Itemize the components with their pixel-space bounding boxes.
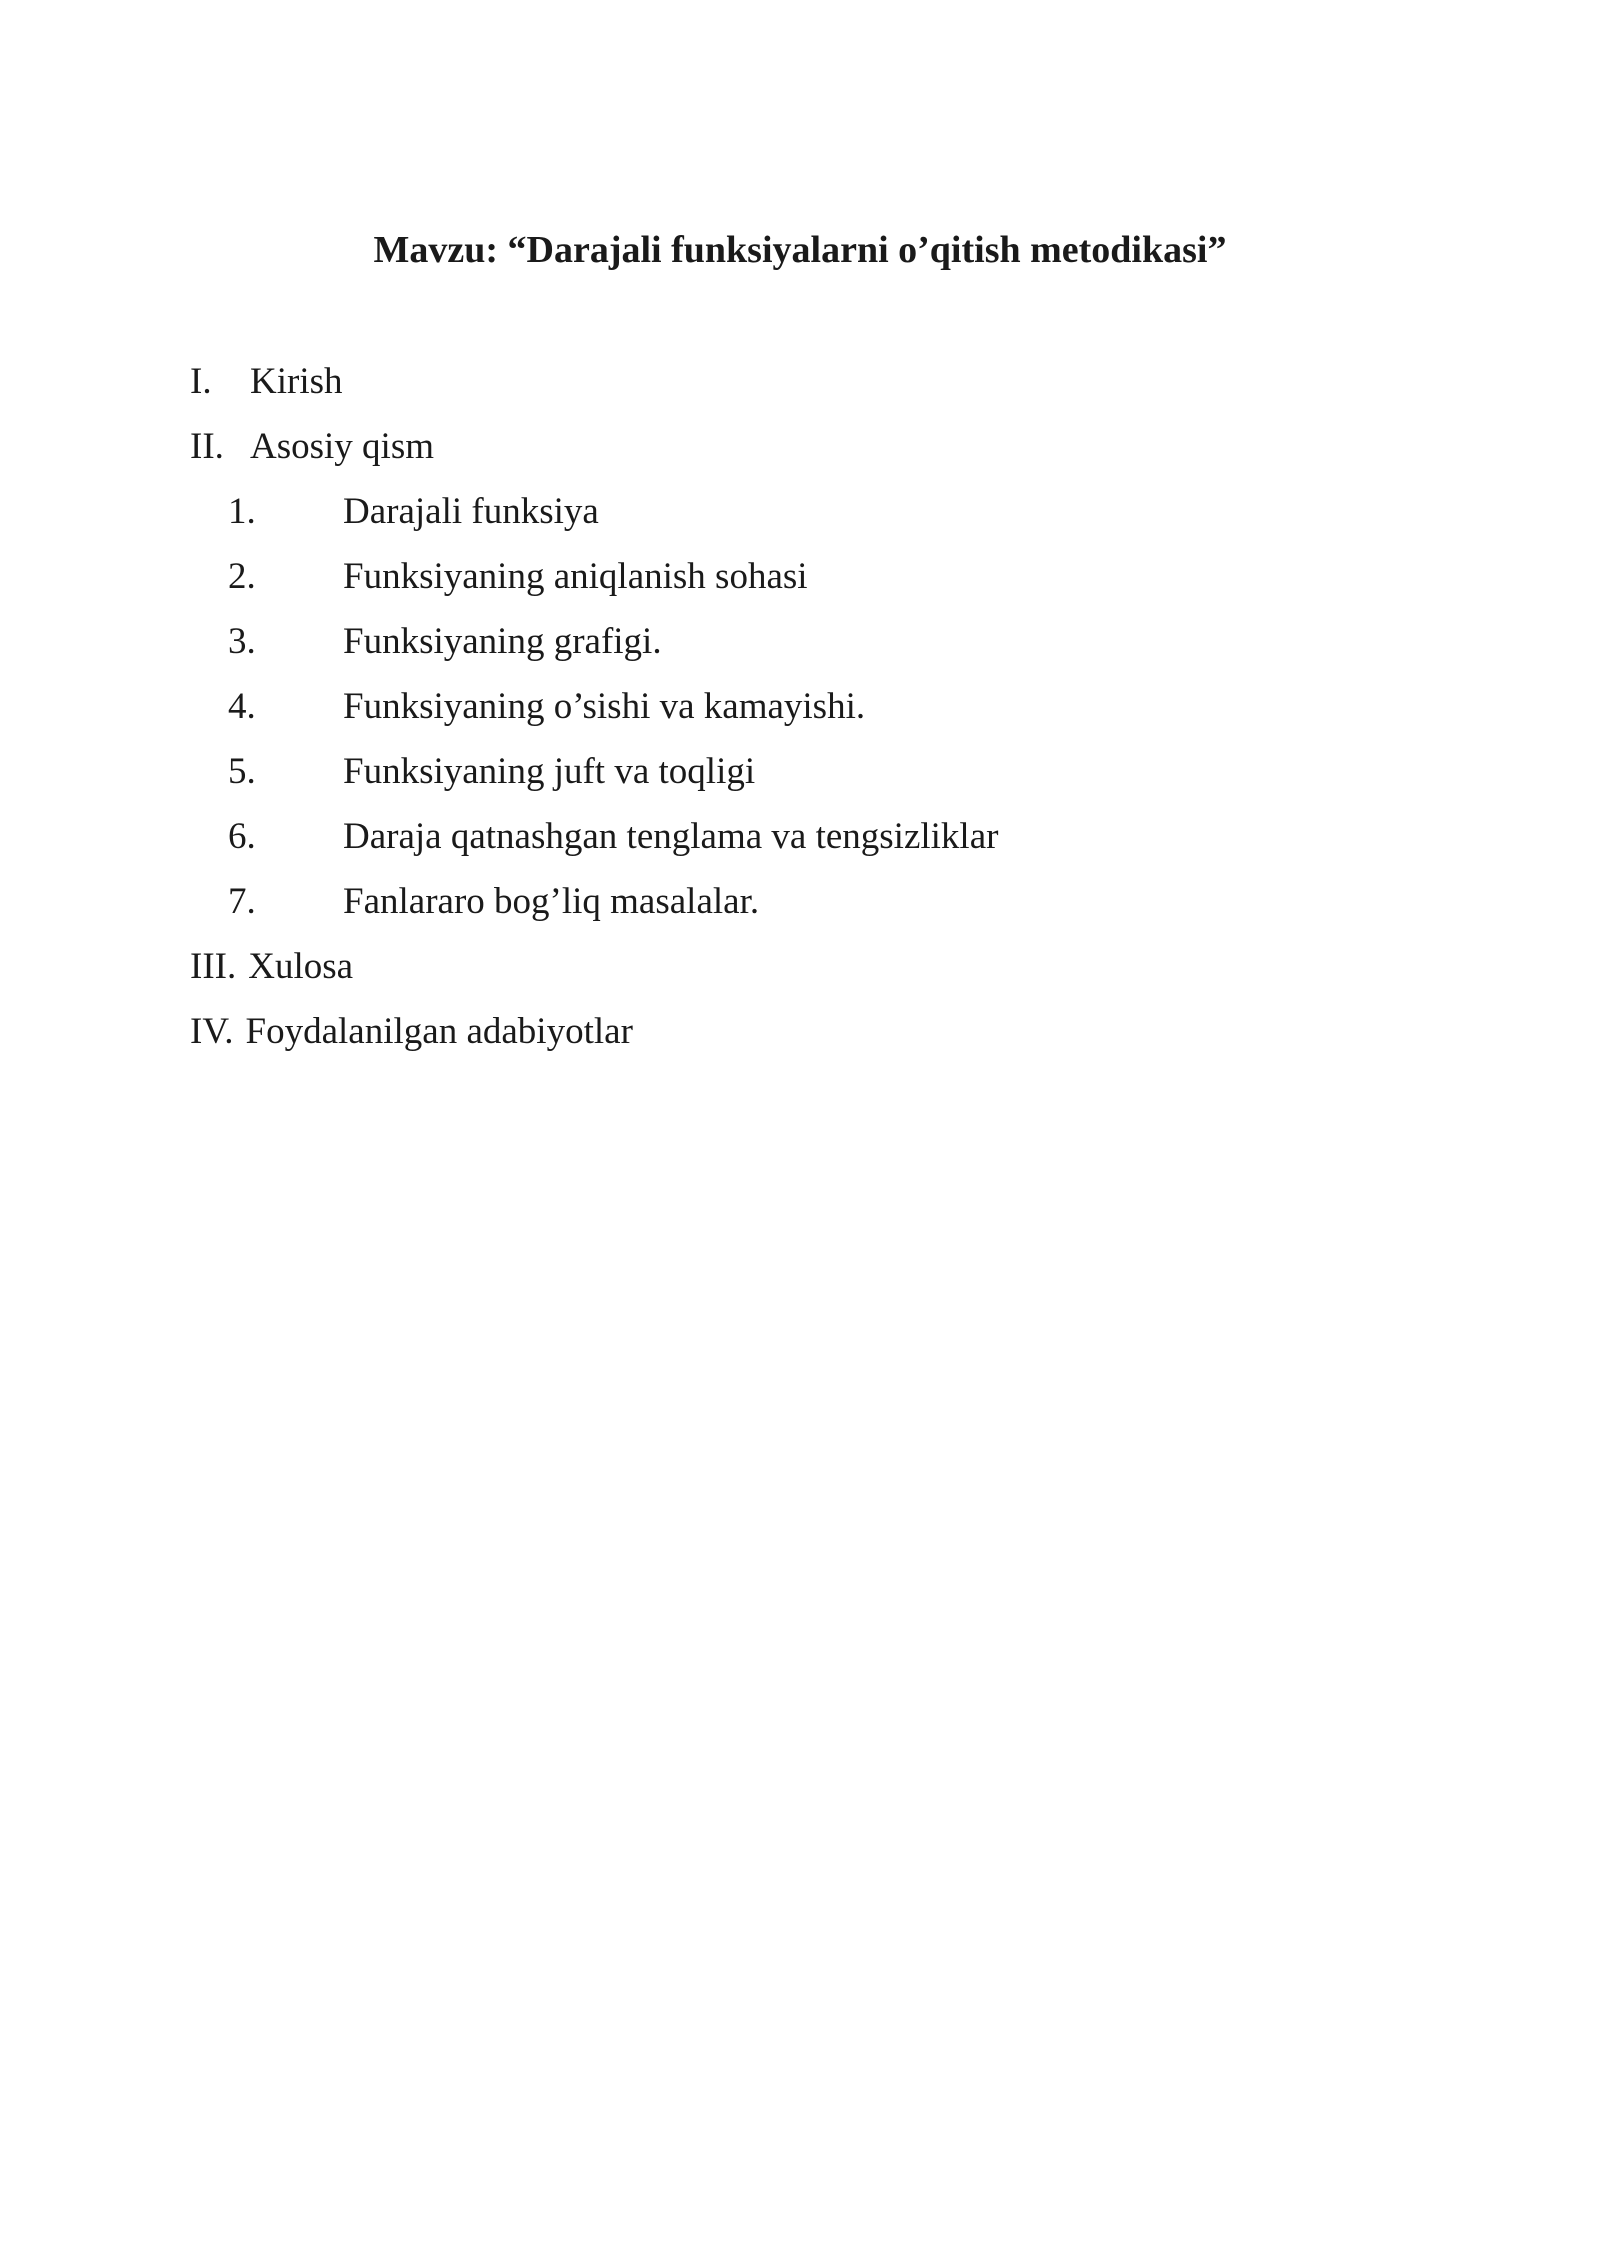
outline-subitem-text: Funksiyaning juft va toqligi <box>343 751 756 792</box>
outline-subitem <box>190 484 633 549</box>
outline-text: Xulosa <box>248 946 354 987</box>
outline-item-conclusion <box>190 939 633 1004</box>
outline-subitem <box>190 614 662 679</box>
outline-subitem-number: 5. <box>228 751 256 792</box>
outline-subitem-text: Funksiyaning grafigi. <box>343 621 662 662</box>
outline-subitem-number: 6. <box>228 816 256 857</box>
outline-subitem-number: 2. <box>228 556 256 597</box>
outline-marker: IV. <box>190 1011 234 1052</box>
page-title: Mavzu: “Darajali funksiyalarni o’qitish metodikasi” <box>373 229 1227 271</box>
outline-subitem-number: 4. <box>228 686 256 727</box>
outline-subitem <box>190 679 866 744</box>
outline-item-references <box>190 1004 633 1069</box>
outline-text: Asosiy qism <box>250 426 435 467</box>
outline-subitem <box>190 744 756 809</box>
outline-item-introduction <box>190 354 633 419</box>
outline-subitem-number: 7. <box>228 881 256 922</box>
outline-marker: II. <box>190 426 224 467</box>
outline-subitem <box>190 549 808 614</box>
outline-text: Kirish <box>250 361 343 402</box>
outline-subitem-number: 3. <box>228 621 256 662</box>
outline-subitem-text: Darajali funksiya <box>343 491 599 532</box>
outline-text: Foydalanilgan adabiyotlar <box>245 1011 633 1052</box>
table-of-contents <box>190 354 999 1069</box>
outline-subitem <box>190 874 760 939</box>
outline-marker: III. <box>190 946 237 987</box>
outline-subitem-text: Funksiyaning o’sishi va kamayishi. <box>343 686 866 727</box>
outline-marker: I. <box>190 361 212 402</box>
outline-subitem-text: Daraja qatnashgan tenglama va tengsizliklar <box>343 816 999 857</box>
outline-subitem-text: Funksiyaning aniqlanish sohasi <box>343 556 808 597</box>
outline-subitem-text: Fanlararo bog’liq masalalar. <box>343 881 760 922</box>
outline-subitem-number: 1. <box>228 491 256 532</box>
outline-item-main-part <box>190 419 633 484</box>
outline-subitem <box>190 809 999 874</box>
